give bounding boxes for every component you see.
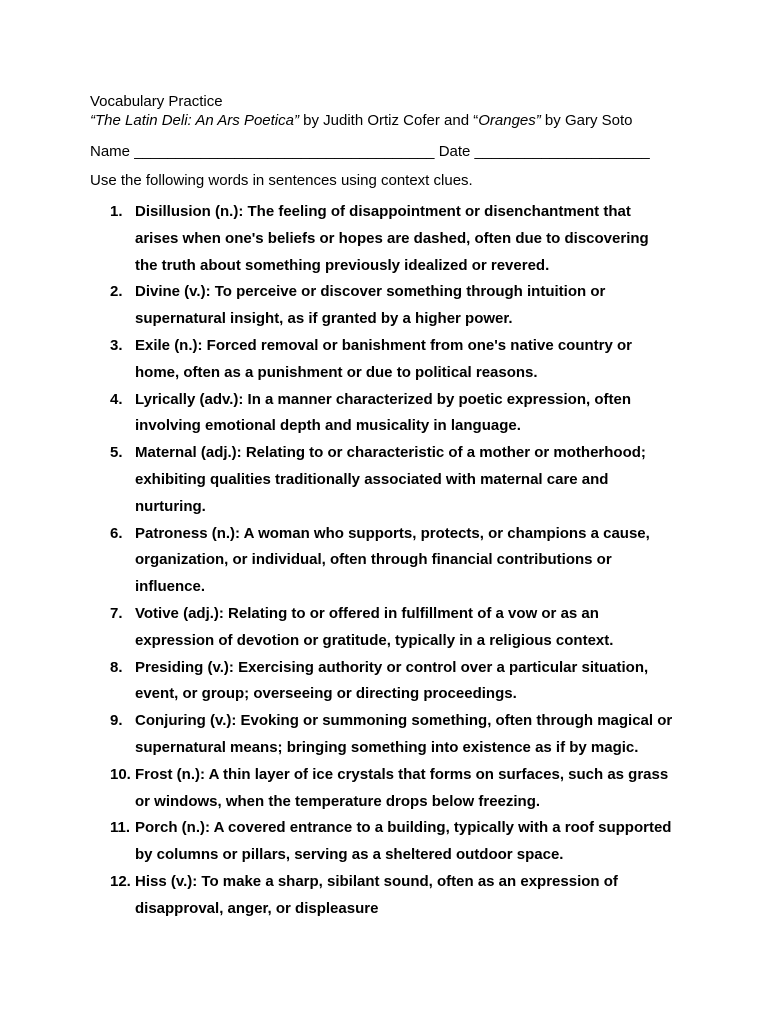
definition-line: the truth about something previously idealized or revered. bbox=[135, 256, 550, 274]
definition-line: Conjuring (v.): Evoking or summoning something, often through magical or bbox=[135, 712, 673, 730]
vocab-item-votive bbox=[90, 601, 690, 655]
definition-line: Lyrically (adv.): In a manner characterized by poetic expression, often bbox=[135, 390, 631, 408]
date-blank[interactable]: _____________________ bbox=[474, 143, 650, 160]
item-number: 11. bbox=[110, 819, 131, 837]
item-number: 4. bbox=[110, 390, 123, 408]
vocabulary-list bbox=[90, 199, 690, 923]
item-number: 6. bbox=[110, 524, 123, 542]
vocab-item-conjuring bbox=[90, 708, 690, 762]
definition-line: Porch (n.): A covered entrance to a building, typically with a roof supported bbox=[135, 819, 672, 837]
definition-line: organization, or individual, often through financial contributions or bbox=[135, 551, 612, 569]
worksheet-title: Vocabulary Practice bbox=[90, 93, 223, 110]
definition-line: Presiding (v.): Exercising authority or control over a particular situation, bbox=[135, 658, 649, 676]
definition-line: supernatural means; bringing something into existence as if by magic. bbox=[135, 738, 639, 756]
definition-line: home, often as a punishment or due to political reasons. bbox=[135, 363, 538, 381]
vocab-item-presiding bbox=[90, 655, 690, 709]
definition-line: Disillusion (n.): The feeling of disappointment or disenchantment that bbox=[135, 203, 631, 220]
item-number: 5. bbox=[110, 444, 123, 462]
worksheet-page bbox=[90, 92, 690, 923]
work-title-latin-deli: “The Latin Deli: An Ars Poetica” bbox=[90, 112, 299, 129]
date-label: Date bbox=[438, 143, 471, 160]
item-number: 1. bbox=[110, 203, 123, 220]
item-number: 7. bbox=[110, 604, 123, 622]
definition-line: Hiss (v.): To make a sharp, sibilant sound, often as an expression of bbox=[135, 872, 618, 890]
name-label: Name bbox=[90, 143, 131, 160]
definition-line: involving emotional depth and musicality in language. bbox=[135, 417, 521, 435]
name-date-line bbox=[90, 142, 690, 162]
vocab-item-patroness bbox=[90, 521, 690, 601]
definition-line: Exile (n.): Forced removal or banishment from one's native country or bbox=[135, 336, 632, 354]
vocab-item-disillusion bbox=[90, 199, 690, 279]
worksheet-subtitle bbox=[90, 111, 690, 130]
definition-line: Divine (v.): To perceive or discover something through intuition or bbox=[135, 283, 606, 301]
item-number: 10. bbox=[110, 765, 131, 783]
definition-line: Maternal (adj.): Relating to or characteristic of a mother or motherhood; bbox=[135, 444, 646, 462]
item-number: 2. bbox=[110, 283, 123, 301]
name-blank[interactable]: ____________________________________ bbox=[134, 143, 435, 160]
vocab-item-hiss bbox=[90, 869, 690, 923]
definition-line: by columns or pillars, serving as a sheltered outdoor space. bbox=[135, 846, 564, 864]
item-number: 3. bbox=[110, 336, 123, 354]
definition-line: influence. bbox=[135, 578, 206, 596]
definition-line: expression of devotion or gratitude, typically in a religious context. bbox=[135, 631, 614, 649]
work-title-oranges: Oranges” bbox=[478, 112, 541, 129]
definition-line: arises when one's beliefs or hopes are dashed, often due to discovering bbox=[135, 229, 649, 247]
vocab-item-lyrically bbox=[90, 387, 690, 441]
vocab-item-maternal bbox=[90, 440, 690, 520]
author-cofer-text: by Judith Ortiz Cofer and “ bbox=[298, 112, 479, 129]
definition-line: event, or group; overseeing or directing proceedings. bbox=[135, 685, 517, 703]
item-number: 8. bbox=[110, 658, 123, 676]
definition-line: Patroness (n.): A woman who supports, protects, or champions a cause, bbox=[135, 524, 650, 542]
author-soto-text: by Gary Soto bbox=[540, 112, 633, 129]
definition-line: Frost (n.): A thin layer of ice crystals that forms on surfaces, such as grass bbox=[135, 765, 669, 783]
item-number: 9. bbox=[110, 712, 123, 730]
definition-line: supernatural insight, as if granted by a higher power. bbox=[135, 310, 513, 328]
definition-line: nurturing. bbox=[135, 497, 206, 515]
definition-line: disapproval, anger, or displeasure bbox=[135, 899, 379, 917]
vocab-item-exile bbox=[90, 333, 690, 387]
vocab-item-porch bbox=[90, 815, 690, 869]
vocab-item-frost bbox=[90, 762, 690, 816]
vocab-item-divine bbox=[90, 279, 690, 333]
definition-line: exhibiting qualities traditionally associated with maternal care and bbox=[135, 470, 609, 488]
instructions-text: Use the following words in sentences using context clues. bbox=[90, 172, 473, 189]
item-number: 12. bbox=[110, 872, 131, 890]
definition-line: Votive (adj.): Relating to or offered in fulfillment of a vow or as an bbox=[135, 604, 599, 622]
definition-line: or windows, when the temperature drops below freezing. bbox=[135, 792, 541, 810]
